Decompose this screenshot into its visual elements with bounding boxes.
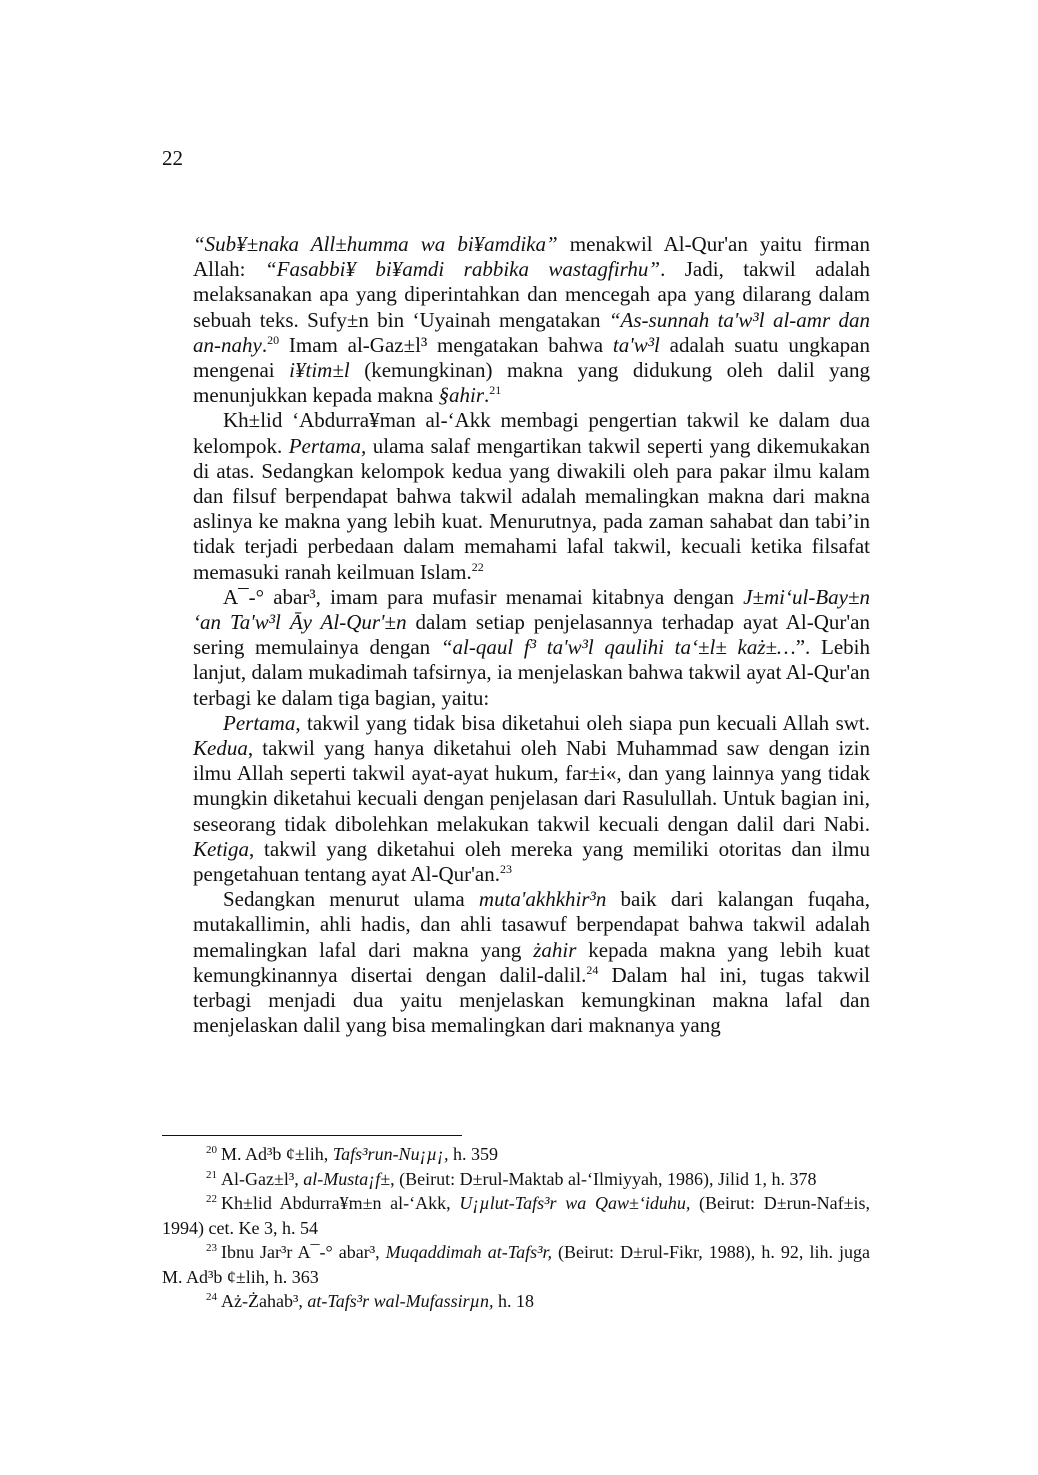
paragraph-1-text-3: . <box>261 332 268 357</box>
paragraph-4-italic-2: Kedua <box>193 736 248 761</box>
paragraph-3 <box>193 585 870 711</box>
footnote-text: h. 18 <box>493 1291 535 1311</box>
footnote-ref-22[interactable]: 22 <box>471 559 484 574</box>
paragraph-5-text-1: Sedangkan menurut ulama <box>223 887 479 912</box>
footnote-number: 22 <box>206 1193 217 1205</box>
paragraph-5-italic-1: muta'akhkhir³n <box>478 887 607 912</box>
paragraph-3-italic-2: “al-qaul f³ ta'w³l qaulihi ta‘±l± każ±… <box>440 635 796 660</box>
footnote-text: h. 359 <box>448 1144 498 1164</box>
paragraph-1-italic-2: “Fasabbi¥ bi¥amdi rabbika wastagfirhu” <box>264 257 661 282</box>
paragraph-1-italic-3: “As-sunnah ta'w³l al-amr dan an-nahy <box>193 307 870 357</box>
footnote-number: 21 <box>206 1168 217 1181</box>
main-text <box>193 232 870 1039</box>
paragraph-1-italic-5: i¥tim±l <box>289 358 350 383</box>
paragraph-4 <box>193 711 870 887</box>
paragraph-5-text-3: kepada makna yang lebih kuat kemungkinannya disertai dengan dalil-dalil. <box>193 937 870 987</box>
footnote-21 <box>162 1167 870 1192</box>
footnote-text: (Beirut: D±rul-Fikr, 1988), h. 92, lih. juga M. Ad³b ¢±lih, h. 363 <box>162 1242 871 1287</box>
footnote-text: (Beirut: D±run-Naf±is, 1994) cet. Ke 3, h. 54 <box>162 1193 870 1238</box>
paragraph-5 <box>193 887 870 1038</box>
paragraph-2-italic-1: Pertama, <box>288 433 367 458</box>
paragraph-2-text-2: ulama salaf mengartikan takwil seperti yang dikemukakan di atas. Sedangkan kelompok kedua yang diwakili oleh para pakar ilmu kalam dan filsuf berpendapat bahwa takwil adalah memalingkan makna dari makna aslinya ke makna yang lebih kuat. Menurutnya, pada zaman sahabat dan tabi’in tidak terjadi perbedaan dalam memahami lafal takwil, kecuali ketika filsafat memasuki ranah keilmuan Islam. <box>193 433 870 584</box>
paragraph-1 <box>193 232 870 408</box>
footnote-text: Ibnu Jar³r A¯-° abar³, <box>221 1242 386 1262</box>
footnote-ref-23[interactable]: 23 <box>500 862 513 877</box>
paragraph-5-italic-2: żahir <box>533 937 577 962</box>
paragraph-1-text-4: Imam al-Gaz±l³ mengatakan bahwa <box>279 332 613 357</box>
paragraph-5-text-2: baik dari kalangan fuqaha, mutakallimin, ahli hadis, dan ahli tasawuf berpendapat bahwa takwil adalah memalingkan lafal dari makna yang <box>193 887 870 962</box>
paragraph-1-text-5: adalah suatu ungkapan mengenai <box>193 332 870 383</box>
footnote-text: Aż-Żahab³, <box>221 1291 308 1311</box>
paragraph-1-text-7: . <box>484 383 490 408</box>
footnote-text: Al-Gaz±l³, <box>221 1168 304 1189</box>
footnote-ref-24[interactable]: 24 <box>586 962 599 977</box>
paragraph-1-italic-4: ta'w³l <box>612 332 660 357</box>
paragraph-1-text-1: menakwil Al-Qur'an yaitu firman Allah: <box>193 232 871 282</box>
footnote-24 <box>162 1289 870 1314</box>
footnote-title: al-Musta¡f± <box>303 1168 391 1189</box>
paragraph-4-italic-1: Pertama <box>223 710 296 735</box>
paragraph-1-italic-6: §ahir <box>438 383 485 408</box>
footnotes <box>162 1142 870 1314</box>
paragraph-3-text-1: A¯-° abar³, imam para mufasir menamai kitabnya dengan <box>223 584 744 609</box>
footnote-22 <box>162 1191 870 1240</box>
paragraph-4-text-3: , takwil yang diketahui oleh mereka yang memiliki otoritas dan ilmu pengetahuan tentang ayat Al-Qur'an. <box>193 836 870 887</box>
paragraph-1-text-2: . Jadi, takwil adalah melaksanakan apa yang diperintahkan dan mencegah apa yang dilarang dalam sebuah teks. Sufy±n bin ‘Uyainah mengatakan <box>193 257 870 332</box>
footnote-ref-21[interactable]: 21 <box>489 383 502 398</box>
paragraph-3-italic-1: J±mi‘ul-Bay±n ‘an Ta'w³l Āy Al-Qur'±n <box>193 584 870 635</box>
paragraph-1-italic-1: “Sub¥±naka All±humma wa bi¥amdika” <box>193 232 558 256</box>
footnote-number: 20 <box>206 1144 217 1156</box>
footnote-number: 23 <box>206 1242 217 1254</box>
footnote-23 <box>162 1240 870 1289</box>
footnote-text: , (Beirut: D±rul-Maktab al-‘Ilmiyyah, 1986), Jilid 1, h. 378 <box>390 1168 817 1189</box>
footnote-title: Tafs³run-Nu¡µ¡, <box>332 1144 449 1164</box>
footnote-title: U¡µlut-Tafs³r wa Qaw±‘iduhu, <box>459 1193 691 1213</box>
footnote-divider <box>162 1135 462 1136</box>
footnote-ref-20[interactable]: 20 <box>267 332 280 347</box>
paragraph-4-text-2: , takwil yang hanya diketahui oleh Nabi Muhammad saw dengan izin ilmu Allah seperti takwil ayat-ayat hukum, far±i«, dan yang lainnya yang tidak mungkin diketahui kecuali dengan penjelasan dari Rasulullah. Untuk bagian ini, seseorang tidak dibolehkan melakukan takwil kecuali dengan dalil dari Nabi. <box>193 736 870 836</box>
page-number: 22 <box>162 146 183 170</box>
footnote-text: M. Ad³b ¢±lih, <box>221 1144 333 1164</box>
paragraph-2 <box>193 408 870 584</box>
paragraph-5-text-4: Dalam hal ini, tugas takwil terbagi menjadi dua yaitu menjelaskan kemungkinan makna lafal dan menjelaskan dalil yang bisa memalingkan dari maknanya yang <box>193 962 870 1038</box>
footnote-title: at-Tafs³r wal-Mufassirµn, <box>307 1291 494 1311</box>
paragraph-1-text-6: (kemungkinan) makna yang didukung oleh dalil yang menunjukkan kepada makna <box>193 358 870 408</box>
paragraph-3-text-2: dalam setiap penjelasannya terhadap ayat Al-Qur'an sering memulainya dengan <box>193 610 871 660</box>
footnote-number: 24 <box>206 1291 217 1303</box>
paragraph-2-text-1: Kh±lid ‘Abdurra¥man al-‘Akk membagi pengertian takwil ke dalam dua kelompok. <box>193 408 870 458</box>
paragraph-4-italic-3: Ketiga <box>193 836 249 861</box>
footnote-20 <box>162 1142 870 1167</box>
paragraph-4-text-1: , takwil yang tidak bisa diketahui oleh siapa pun kecuali Allah swt. <box>295 710 870 735</box>
paragraph-3-text-3: ”. Lebih lanjut, dalam mukadimah tafsirnya, ia menjelaskan bahwa takwil ayat Al-Qur'an terbagi ke dalam tiga bagian, yaitu: <box>193 635 870 710</box>
footnote-text: Kh±lid Abdurra¥m±n al-‘Akk, <box>221 1193 460 1213</box>
footnote-title: Muqaddimah at-Tafs³r, <box>385 1242 552 1262</box>
